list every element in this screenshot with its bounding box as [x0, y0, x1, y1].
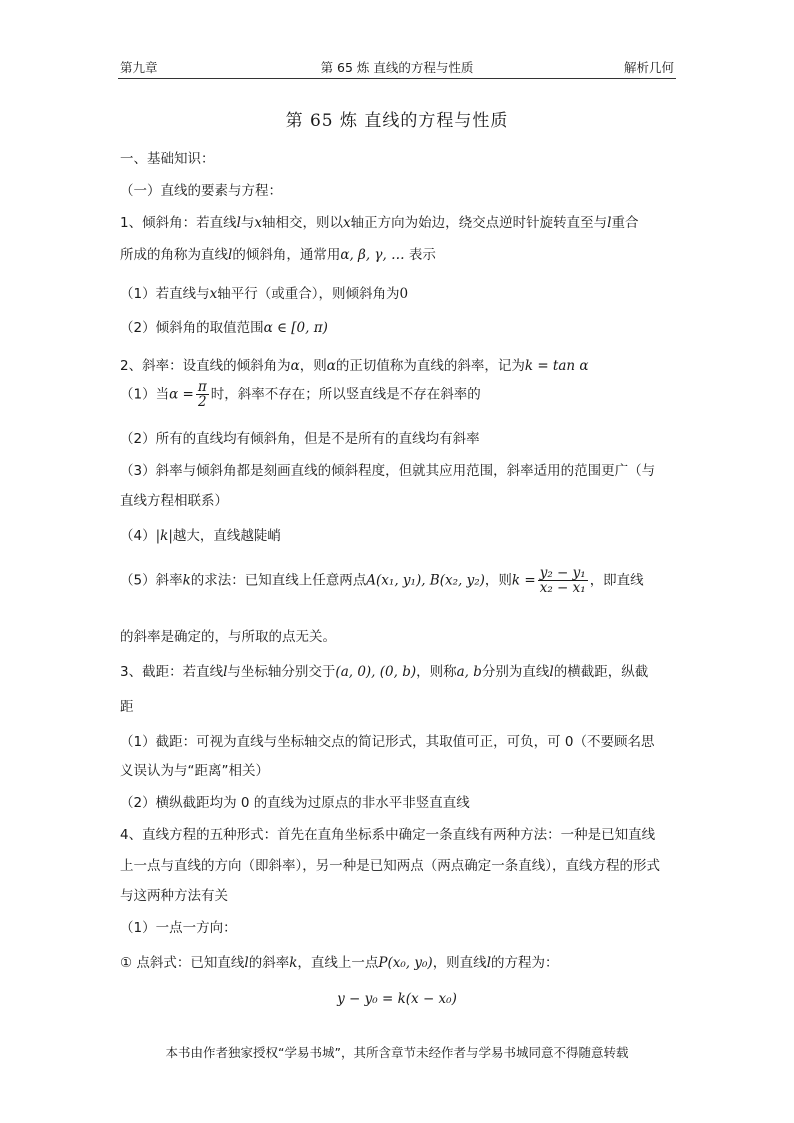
paragraph-five-forms-cont2: 与这两种方法有关	[120, 888, 228, 904]
subheading-elements: （一）直线的要素与方程：	[120, 183, 282, 199]
item-point-slope-form: ① 点斜式：已知直线l的斜率k，直线上一点P(x₀, y₀)，则直线l的方程为：	[120, 955, 559, 971]
paragraph-intercept-cont: 距	[120, 699, 134, 715]
equation-point-slope: y − y₀ = k(x − x₀)	[337, 991, 457, 1007]
item-slope-formula-cont: 的斜率是确定的，与所取的点无关。	[120, 629, 336, 645]
header-section: 第 65 炼 直线的方程与性质	[320, 60, 474, 75]
paragraph-five-forms-cont1: 上一点与直线的方向（即斜率），另一种是已知两点（两点确定一条直线），直线方程的形式	[120, 858, 660, 874]
item-vertical: （1）当α = $\frac{\pi}{2}$ 时，斜率不存在；所以竖直线是不存在斜率的	[120, 379, 481, 411]
item-steepness: （4）|k|越大，直线越陡峭	[120, 528, 281, 544]
paragraph-inclination: 1、倾斜角：若直线l与x轴相交，则以x轴正方向为始边，绕交点逆时针旋转直至与l重合	[120, 215, 639, 231]
fraction-pi-over-2: $\frac{\pi}{2}$	[197, 379, 207, 411]
paragraph-five-forms: 4、直线方程的五种形式：首先在直角坐标系中确定一条直线有两种方法：一种是已知直线	[120, 827, 656, 843]
item-intercept-def-cont: 义误认为与“距离”相关）	[120, 763, 269, 779]
footer-copyright: 本书由作者独家授权“学易书城”，其所含章节未经作者与学易书城同意不得随意转载	[165, 1045, 629, 1060]
item-slope-formula: （5）斜率k的求法：已知直线上任意两点A(x₁, y₁), B(x₂, y₂)，则k = $\frac{\text{y₂ − y₁}}{\text{x₂ − x₁}}$ ，即直线	[120, 565, 644, 597]
item-comparison: （3）斜率与倾斜角都是刻画直线的倾斜程度，但就其应用范围，斜率适用的范围更广（与	[120, 463, 656, 479]
paragraph-slope: 2、斜率：设直线的倾斜角为α，则α的正切值称为直线的斜率，记为k = tan α	[120, 358, 589, 374]
item-point-direction: （1）一点一方向：	[120, 920, 237, 936]
fraction-slope: $\frac{\text{y₂ − y₁}}{\text{x₂ − x₁}}$	[539, 565, 586, 597]
item-zero-intercept: （2）横纵截距均为 0 的直线为过原点的非水平非竖直直线	[120, 795, 470, 811]
item-intercept-def: （1）截距：可视为直线与坐标轴交点的简记形式，其取值可正，可负，可 0（不要顾名思	[120, 734, 655, 750]
item-comparison-cont: 直线方程相联系）	[120, 493, 228, 509]
header-topic: 解析几何	[623, 60, 674, 75]
paragraph-inclination-cont: 所成的角称为直线l的倾斜角，通常用α, β, γ, … 表示	[120, 247, 436, 263]
paragraph-intercept: 3、截距：若直线l与坐标轴分别交于(a, 0), (0, b)，则称a, b分别为直线l的横截距，纵截	[120, 664, 649, 680]
heading-basics: 一、基础知识：	[120, 151, 215, 167]
item-all-lines: （2）所有的直线均有倾斜角，但是不是所有的直线均有斜率	[120, 431, 480, 447]
header-divider	[118, 78, 676, 79]
item-parallel: （1）若直线与x轴平行（或重合），则倾斜角为0	[120, 286, 409, 302]
page-title: 第 65 炼 直线的方程与性质	[285, 111, 509, 131]
header-chapter: 第九章	[120, 60, 158, 75]
item-range: （2）倾斜角的取值范围α ∈ [0, π)	[120, 320, 328, 336]
